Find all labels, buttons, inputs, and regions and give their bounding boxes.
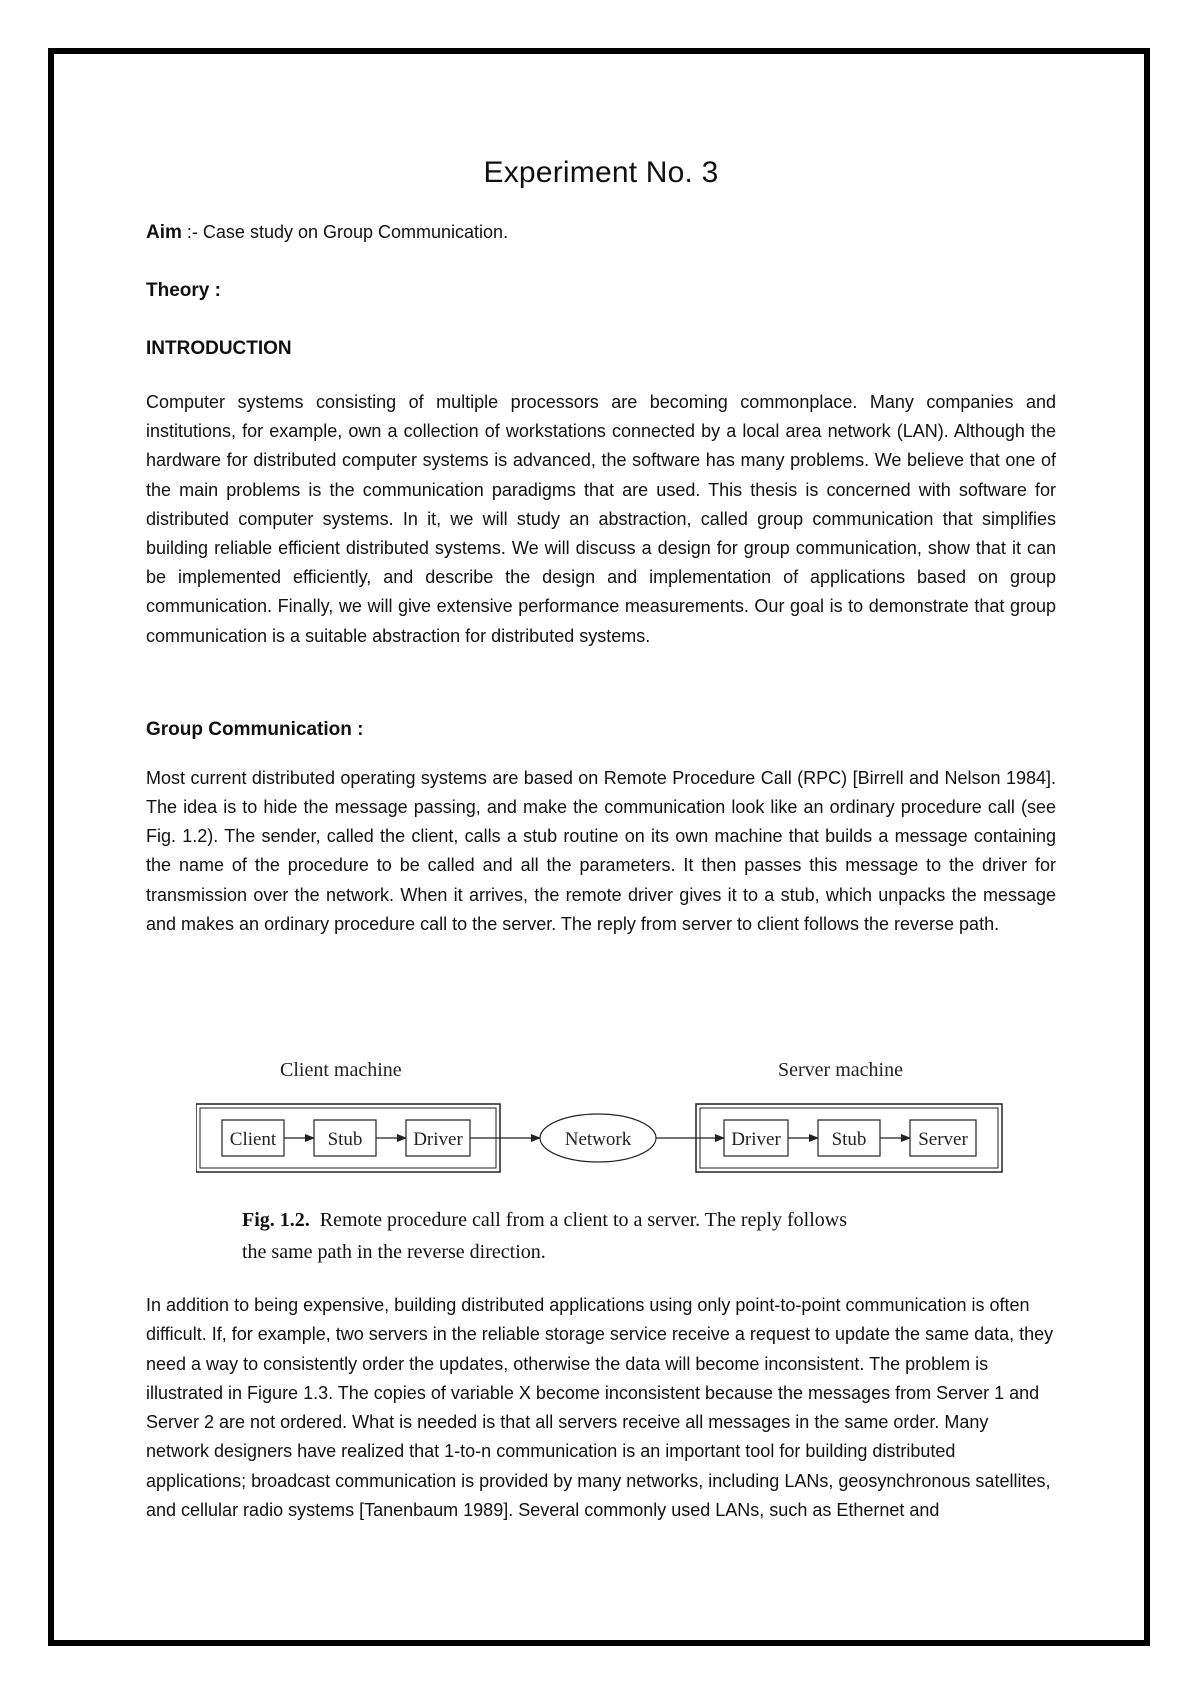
client-machine-label: Client machine: [280, 1059, 402, 1081]
rpc-diagram: [196, 1048, 1008, 1188]
caption-line-2: the same path in the reverse direction.: [242, 1241, 546, 1263]
intro-paragraph: Computer systems consisting of multiple processors are becoming commonplace. Many companies and institutions, for example, own a collection of workstations connected by a local area network (LAN). Although the hardware for distributed computer systems is advanced, the software has many problems. We believe that one of the main problems is the communication paradigms that are used. This thesis is concerned with software for distributed computer systems. In it, we will study an abstraction, called group communication that simplifies building reliable efficient distributed systems. We will discuss a design for group communication, show that it can be implemented efficiently, and describe the design and implementation of applications based on group communication. Finally, we will give extensive performance measurements. Our goal is to demonstrate that group communication is a suitable abstraction for distributed systems.: [146, 392, 1056, 646]
client-box-label: Client: [229, 1129, 277, 1150]
document-body: [146, 140, 1056, 939]
aim-text: :- Case study on Group Communication.: [186, 222, 509, 242]
figure-caption: [242, 1204, 962, 1268]
intro-heading: INTRODUCTION: [146, 338, 292, 359]
theory-label: Theory :: [146, 280, 221, 301]
caption-label: Fig. 1.2.: [242, 1209, 310, 1231]
server-box-label: Server: [918, 1129, 968, 1150]
server-machine-label: Server machine: [778, 1059, 903, 1081]
closing-paragraph: In addition to being expensive, building distributed applications using only point-to-point communication is often difficult. If, for example, two servers in the reliable storage service receive a request to update the same data, they need a way to consistently order the updates, otherwise the data will become inconsistent. The problem is illustrated in Figure 1.3. The copies of variable X become inconsistent because the messages from Server 1 and Server 2 are not ordered. What is needed is that all servers receive all messages in the same order. Many network designers have realized that 1-to-n communication is an important tool for building distributed applications; broadcast communication is provided by many networks, including LANs, geosynchronous satellites, and cellular radio systems [Tanenbaum 1989]. Several commonly used LANs, such as Ethernet and: [146, 1295, 1054, 1521]
caption-line-1: [242, 1204, 962, 1236]
caption-text-1: Remote procedure call from a client to a server. The reply follows: [319, 1209, 847, 1231]
server-stub-label: Stub: [831, 1129, 867, 1150]
group-communication-paragraph: Most current distributed operating systems are based on Remote Procedure Call (RPC) [Birrell and Nelson 1984]. The idea is to hide the message passing, and make the communication look like an ordinary procedure call (see Fig. 1.2). The sender, called the client, calls a stub routine on its own machine that builds a message containing the name of the procedure to be called and all the parameters. It then passes this message to the driver for transmission over the network. When it arrives, the remote driver gives it to a stub, which unpacks the message and makes an ordinary procedure call to the server. The reply from server to client follows the reverse path.: [146, 767, 1056, 934]
server-driver-label: Driver: [731, 1129, 781, 1150]
aim-line: [146, 218, 1056, 247]
group-communication-heading: Group Communication :: [146, 718, 364, 740]
aim-label: Aim: [146, 222, 182, 243]
page-title: Experiment No. 3: [483, 156, 719, 189]
network-label: Network: [564, 1129, 632, 1150]
client-stub-label: Stub: [327, 1129, 363, 1150]
client-driver-label: Driver: [413, 1129, 463, 1150]
